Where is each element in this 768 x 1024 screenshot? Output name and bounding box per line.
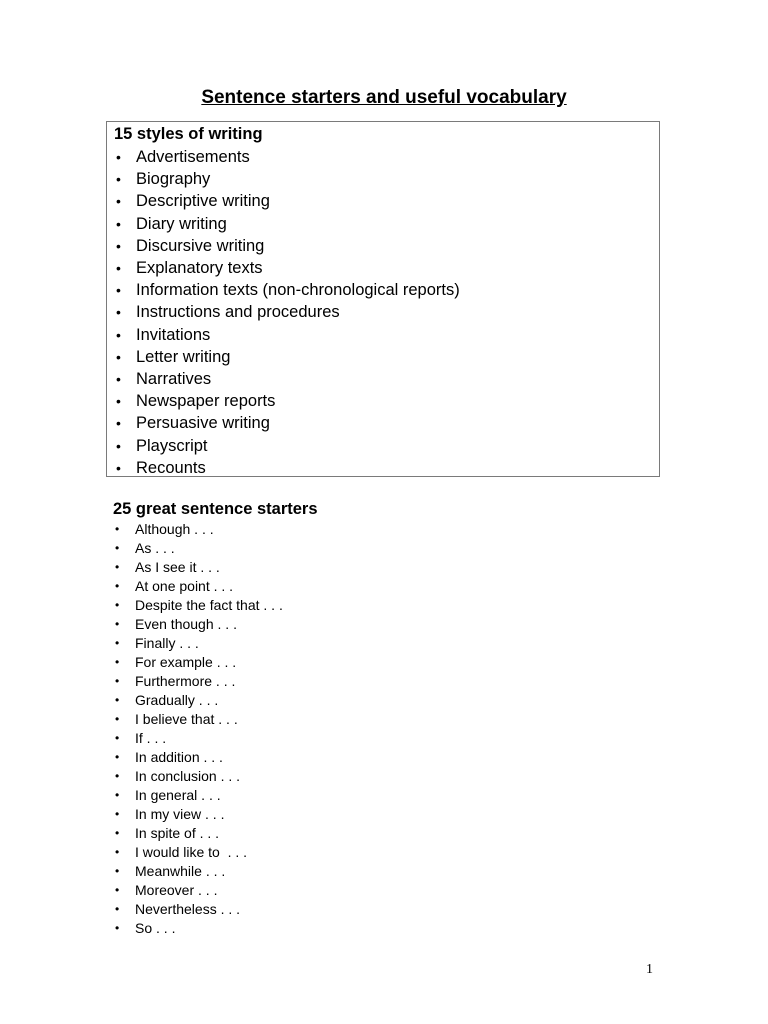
list-item-label: In addition . . .	[135, 749, 223, 765]
list-item	[114, 190, 659, 212]
list-item	[113, 539, 283, 558]
list-item	[114, 457, 659, 479]
bullet-icon: •	[116, 260, 121, 277]
list-item	[114, 279, 659, 301]
list-item	[114, 235, 659, 257]
bullet-icon: •	[115, 674, 120, 688]
list-item	[113, 615, 283, 634]
list-item	[113, 843, 283, 862]
list-item	[113, 824, 283, 843]
list-item-label: In conclusion . . .	[135, 768, 241, 784]
bullet-icon: •	[116, 215, 121, 232]
list-item-label: I believe that . . .	[135, 711, 238, 727]
list-item-label: Recounts	[136, 458, 206, 477]
list-item	[114, 257, 659, 279]
list-item-label: Discursive writing	[136, 236, 265, 255]
list-item	[113, 672, 283, 691]
list-item	[113, 862, 283, 881]
list-item	[113, 919, 283, 938]
list-item	[113, 577, 283, 596]
bullet-icon: •	[116, 282, 121, 299]
bullet-icon: •	[115, 579, 120, 593]
bullet-icon: •	[115, 883, 120, 897]
bullet-icon: •	[115, 864, 120, 878]
list-item-label: Letter writing	[136, 347, 231, 366]
list-item-label: Newspaper reports	[136, 392, 276, 411]
list-item	[114, 213, 659, 235]
list-item-label: Biography	[136, 170, 211, 189]
list-item-label: Even though . . .	[135, 616, 237, 632]
list-item	[114, 168, 659, 190]
list-item	[114, 324, 659, 346]
list-item-label: Moreover . . .	[135, 882, 218, 898]
bullet-icon: •	[115, 560, 120, 574]
list-item	[114, 146, 659, 168]
list-item-label: In spite of . . .	[135, 825, 220, 841]
bullet-icon: •	[116, 371, 121, 388]
bullet-icon: •	[115, 617, 120, 631]
list-item-label: In my view . . .	[135, 806, 225, 822]
bullet-icon: •	[116, 393, 121, 410]
list-item	[113, 786, 283, 805]
list-item	[114, 435, 659, 457]
page-number: 1	[646, 962, 653, 977]
bullet-icon: •	[115, 769, 120, 783]
page-title: Sentence starters and useful vocabulary	[201, 86, 567, 108]
writing-styles-heading: 15 styles of writing	[114, 125, 263, 143]
list-item-label: Persuasive writing	[136, 414, 270, 433]
bullet-icon: •	[115, 826, 120, 840]
list-item	[113, 805, 283, 824]
list-item	[113, 881, 283, 900]
list-item	[113, 767, 283, 786]
bullet-icon: •	[116, 149, 121, 165]
list-item	[113, 596, 283, 615]
list-item-label: I would like to . . .	[135, 844, 248, 860]
bullet-icon: •	[115, 921, 120, 935]
list-item	[113, 729, 283, 748]
list-item-label: Advertisements	[136, 148, 250, 166]
list-item-label: Gradually . . .	[135, 692, 219, 708]
list-item	[113, 653, 283, 672]
bullet-icon: •	[116, 237, 121, 254]
list-item-label: So . . .	[135, 920, 176, 936]
bullet-icon: •	[116, 193, 121, 210]
bullet-icon: •	[115, 902, 120, 916]
bullet-icon: •	[115, 693, 120, 707]
bullet-icon: •	[115, 522, 120, 536]
bullet-icon: •	[115, 731, 120, 745]
bullet-icon: •	[115, 598, 120, 612]
list-item	[114, 301, 659, 323]
list-item	[113, 710, 283, 729]
writing-styles-box	[106, 121, 660, 477]
list-item-label: Explanatory texts	[136, 259, 263, 278]
list-item-label: Finally . . .	[135, 635, 199, 651]
bullet-icon: •	[115, 788, 120, 802]
bullet-icon: •	[116, 415, 121, 432]
list-item-label: Diary writing	[136, 214, 227, 233]
list-item-label: For example . . .	[135, 654, 237, 670]
list-item	[113, 691, 283, 710]
list-item-label: If . . .	[135, 730, 167, 746]
list-item	[114, 412, 659, 434]
list-item	[113, 520, 283, 539]
bullet-icon: •	[116, 304, 121, 321]
bullet-icon: •	[115, 807, 120, 821]
list-item-label: Furthermore . . .	[135, 673, 236, 689]
list-item	[113, 748, 283, 767]
sentence-starters-list	[113, 520, 283, 938]
bullet-icon: •	[116, 459, 121, 476]
list-item-label: Descriptive writing	[136, 192, 270, 211]
list-item	[114, 368, 659, 390]
bullet-icon: •	[115, 845, 120, 859]
list-item-label: Meanwhile . . .	[135, 863, 226, 879]
bullet-icon: •	[115, 655, 120, 669]
bullet-icon: •	[115, 636, 120, 650]
list-item-label: Nevertheless . . .	[135, 901, 241, 917]
writing-styles-list	[114, 146, 659, 479]
bullet-icon: •	[116, 348, 121, 365]
list-item-label: Playscript	[136, 436, 208, 455]
bullet-icon: •	[116, 171, 121, 188]
bullet-icon: •	[115, 712, 120, 726]
list-item-label: Narratives	[136, 370, 212, 389]
list-item	[113, 900, 283, 919]
list-item-label: In general . . .	[135, 787, 221, 803]
list-item-label: As . . .	[135, 540, 175, 556]
list-item-label: Invitations	[136, 325, 211, 344]
bullet-icon: •	[115, 541, 120, 555]
list-item-label: Despite the fact that . . .	[135, 597, 283, 613]
list-item	[114, 346, 659, 368]
list-item	[113, 558, 283, 577]
bullet-icon: •	[115, 750, 120, 764]
bullet-icon: •	[116, 326, 121, 343]
list-item	[113, 634, 283, 653]
list-item-label: Although . . .	[135, 521, 214, 537]
list-item-label: As I see it . . .	[135, 559, 220, 575]
list-item-label: At one point . . .	[135, 578, 234, 594]
list-item-label: Information texts (non-chronological reports)	[136, 281, 460, 300]
sentence-starters-heading: 25 great sentence starters	[113, 500, 318, 518]
list-item	[114, 390, 659, 412]
bullet-icon: •	[116, 437, 121, 454]
list-item-label: Instructions and procedures	[136, 303, 340, 322]
